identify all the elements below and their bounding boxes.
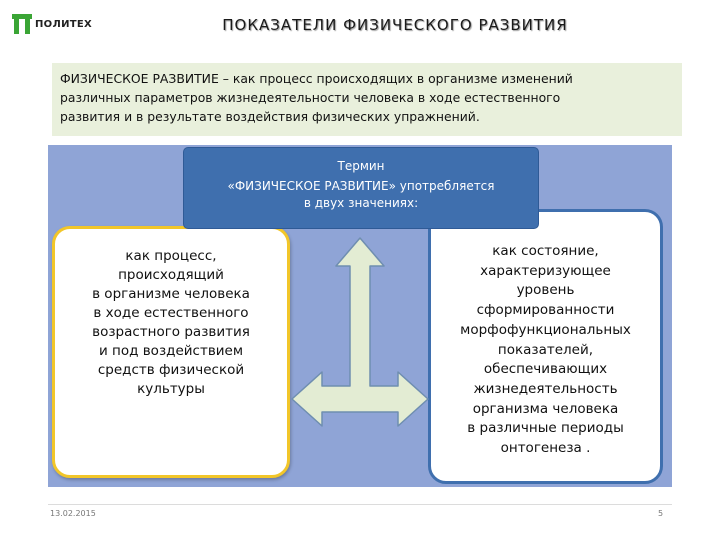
left-line: культуры	[137, 381, 205, 397]
meaning-state-box	[428, 209, 663, 484]
term-line-1: Термин	[337, 159, 385, 173]
right-line: жизнедеятельность	[473, 380, 618, 397]
right-line: сформированности	[476, 302, 615, 319]
definition-line-1: ФИЗИЧЕСКОЕ РАЗВИТИЕ – как процесс происходящих в организме изменений	[60, 71, 573, 86]
definition-line-3: развития и в результате воздействия физических упражнений.	[60, 109, 480, 124]
three-way-arrow-icon	[290, 236, 430, 434]
right-line: в различные периоды	[467, 420, 624, 437]
footer-page-number: 5	[658, 509, 664, 518]
right-line: уровень	[516, 282, 575, 299]
right-line: морфофункциональных	[460, 321, 631, 338]
right-line: организма человека	[472, 400, 619, 417]
right-line: показателей,	[497, 341, 594, 358]
right-line: характеризующее	[480, 262, 611, 279]
left-line: и под воздействием	[98, 343, 244, 359]
left-line: происходящий	[118, 267, 224, 283]
definition-box	[52, 63, 682, 136]
term-line-2: «ФИЗИЧЕСКОЕ РАЗВИТИЕ» употребляется	[227, 179, 495, 193]
footer-date: 13.02.2015	[50, 509, 96, 518]
meaning-process-box	[52, 226, 290, 478]
right-line: как состояние,	[492, 243, 599, 259]
slide-title: ПОКАЗАТЕЛИ ФИЗИЧЕСКОГО РАЗВИТИЯ	[222, 16, 568, 34]
term-box	[183, 147, 539, 229]
logo-text: ПОЛИТЕХ	[35, 18, 93, 30]
footer-divider	[48, 504, 672, 505]
left-line: средств физической	[97, 362, 245, 378]
term-line-3: в двух значениях:	[303, 196, 419, 210]
right-line: онтогенеза .	[500, 440, 591, 457]
right-line: обеспечивающих	[483, 361, 608, 378]
definition-line-2: различных параметров жизнедеятельности человека в ходе естественного	[60, 90, 561, 105]
left-line: возрастного развития	[92, 324, 250, 340]
left-line: в организме человека	[92, 286, 250, 302]
left-line: в ходе естественного	[93, 305, 249, 321]
left-line: как процесс,	[125, 248, 217, 264]
